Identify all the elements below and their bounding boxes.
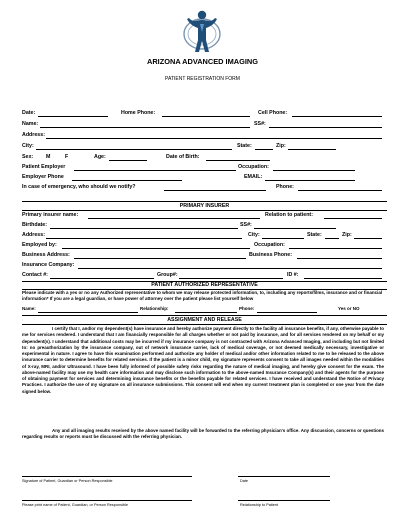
rep-name-label: Name: bbox=[22, 306, 36, 311]
row-insured-address bbox=[22, 232, 387, 241]
business-phone-field[interactable] bbox=[297, 258, 382, 259]
rep-phone-field[interactable] bbox=[257, 312, 317, 313]
business-phone-label: Business Phone: bbox=[249, 252, 292, 258]
business-address-label: Business Address: bbox=[22, 252, 70, 258]
row-address bbox=[22, 132, 387, 141]
insured-zip-label: Zip: bbox=[342, 232, 352, 238]
group-label: Group#: bbox=[157, 272, 178, 278]
insured-ssn-field[interactable] bbox=[254, 228, 336, 229]
cell-phone-field[interactable] bbox=[292, 116, 382, 117]
date-signed-field[interactable] bbox=[238, 476, 330, 477]
id-label: ID #: bbox=[287, 272, 299, 278]
insured-birthdate-field[interactable] bbox=[50, 228, 238, 229]
home-phone-label: Home Phone: bbox=[121, 110, 156, 116]
row-representative bbox=[22, 306, 387, 314]
occupation-field[interactable] bbox=[273, 170, 355, 171]
sex-label: Sex: bbox=[22, 154, 34, 160]
ssn-label: SS#: bbox=[254, 121, 266, 127]
date-field[interactable] bbox=[38, 116, 108, 117]
business-address-field[interactable] bbox=[74, 258, 246, 259]
employer-label: Patient Employer bbox=[22, 164, 66, 170]
row-contact-group-id bbox=[22, 272, 387, 281]
email-label: EMAIL: bbox=[244, 174, 263, 180]
insured-city-field[interactable] bbox=[262, 238, 304, 239]
employer-phone-field[interactable] bbox=[72, 180, 182, 181]
relationship-to-patient-label: Relationship to Patient bbox=[240, 503, 278, 507]
emergency-phone-label: Phone: bbox=[276, 184, 294, 190]
state-label: State: bbox=[237, 143, 252, 149]
row-emergency bbox=[22, 184, 387, 193]
representative-heading: PATIENT AUTHORIZED REPRESENTATIVE bbox=[151, 282, 258, 288]
city-field[interactable] bbox=[36, 149, 232, 150]
emergency-phone-field[interactable] bbox=[298, 190, 382, 191]
rep-yes-no[interactable]: Yes or NO bbox=[338, 306, 360, 311]
name-label: Name: bbox=[22, 121, 39, 127]
insured-occupation-field[interactable] bbox=[289, 248, 382, 249]
insured-state-field[interactable] bbox=[325, 238, 339, 239]
address-label: Address: bbox=[22, 132, 45, 138]
insurance-company-label: Insurance Company: bbox=[22, 262, 75, 268]
emergency-label: In case of emergency, who should we notify? bbox=[22, 184, 136, 190]
group-field[interactable] bbox=[179, 278, 283, 279]
state-field[interactable] bbox=[255, 149, 273, 150]
date-label: Date: bbox=[22, 110, 36, 116]
age-field[interactable] bbox=[109, 160, 147, 161]
row-employer-phone-email bbox=[22, 174, 387, 183]
divider bbox=[22, 324, 387, 325]
insured-name-field[interactable] bbox=[88, 218, 260, 219]
occupation-label: Occupation: bbox=[238, 164, 269, 170]
rep-name-field[interactable] bbox=[38, 312, 138, 313]
row-employer bbox=[22, 164, 387, 173]
row-birthdate-ssn bbox=[22, 222, 387, 231]
contact-field[interactable] bbox=[50, 278, 154, 279]
row-business bbox=[22, 252, 387, 261]
zip-label: Zip: bbox=[276, 143, 286, 149]
relation-field[interactable] bbox=[324, 218, 382, 219]
employer-field[interactable] bbox=[74, 170, 236, 171]
row-insured-name bbox=[22, 212, 387, 221]
age-label: Age: bbox=[94, 154, 106, 160]
city-label: City: bbox=[22, 143, 34, 149]
rep-relationship-label: Relationship: bbox=[140, 306, 169, 311]
employed-by-field[interactable] bbox=[62, 248, 250, 249]
representative-text: Please indicate with a yes or no any Authorized representative to whom we may release protected information, to, including any reports/films, insurance and or financial information* If you are a legal guardian, or have power of attorney over the patient please list yourself below bbox=[22, 290, 383, 301]
zip-field[interactable] bbox=[288, 149, 336, 150]
row-insurance-company bbox=[22, 262, 387, 271]
print-name-field[interactable] bbox=[22, 500, 192, 501]
rep-phone-label: Phone: bbox=[239, 306, 255, 311]
row-city-state-zip bbox=[22, 143, 387, 152]
address-field[interactable] bbox=[46, 138, 382, 139]
sex-male-option[interactable]: M bbox=[46, 154, 51, 160]
insured-state-label: State: bbox=[307, 232, 322, 238]
id-field[interactable] bbox=[304, 278, 382, 279]
insured-zip-field[interactable] bbox=[354, 238, 382, 239]
divider bbox=[22, 201, 387, 202]
row-date-phones bbox=[22, 110, 387, 119]
insured-address-field[interactable] bbox=[46, 238, 242, 239]
row-name-ssn bbox=[22, 121, 387, 130]
assignment-paragraph: I certify that I, and/or my dependent(s) have insurance and hereby authorize payment directly to the facility all insurance benefits, if any, otherwise payable to me for services rendered. I understand that I am financially responsible for all charges whether or not paid by insurance, and for all services rendered on my behalf or my dependent(s). I understand that additional costs may be incurred if my insurance company is not contracted with Arizona Advanced Imaging, and including but not limited to: no preauthorization by the insurance company, out of network insurance carrier, lack of medical coverage, or not deemed medically necessary, investigative or experimental in nature. I agree to have this examination performed and authorize any holder of medical and/or other information related to me to be released to the above insurance carrier to determine benefits for related services. If the patient is a minor child, my signature represents consent to take all images needed within the modalities of X-ray, MRI, and/or Ultrasound. I have been fully informed of possible safety risks regarding the nature of medical imaging, and hereby give consent for the exam. The above-named facility may use my health care information and may disclose such information to the above-named Insurance Company(s) and their agents for the purpose of obtaining payment for services and determining insurance benefits or the benefits payable for related services. I have received and understand the Notice of Privacy Practices. I authorize the use of my signature on all insurance submissions. This consent will end when my current treatment plan is completed or one year from the date signed below. bbox=[22, 326, 384, 394]
rep-relationship-field[interactable] bbox=[175, 312, 237, 313]
insured-address-label: Address: bbox=[22, 232, 45, 238]
sex-female-option[interactable]: F bbox=[65, 154, 69, 160]
employed-by-label: Employed by: bbox=[22, 242, 57, 248]
insured-occupation-label: Occupation: bbox=[254, 242, 285, 248]
home-phone-field[interactable] bbox=[162, 116, 250, 117]
contact-label: Contact #: bbox=[22, 272, 48, 278]
divider bbox=[22, 210, 387, 211]
insured-ssn-label: SS#: bbox=[240, 222, 252, 228]
cell-phone-label: Cell Phone: bbox=[258, 110, 288, 116]
insured-city-label: City: bbox=[248, 232, 260, 238]
insured-name-label: Primary insurer name: bbox=[22, 212, 79, 218]
email-field[interactable] bbox=[265, 180, 355, 181]
assignment-heading: ASSIGNMENT AND RELEASE bbox=[167, 317, 242, 323]
relationship-to-patient-field[interactable] bbox=[238, 500, 330, 501]
employer-phone-label: Employer Phone bbox=[22, 174, 64, 180]
insurance-company-field[interactable] bbox=[78, 268, 382, 269]
dob-field[interactable] bbox=[206, 160, 270, 161]
dob-label: Date of Birth: bbox=[166, 154, 200, 160]
form-subtitle: PATIENT REGISTRATION FORM bbox=[165, 76, 240, 82]
results-paragraph: Any and all imaging results received by the above named facility will be forwarded to the referring physician's office. Any discussion, concerns or questions regarding results or reports must be discussed with the referring physician. bbox=[22, 428, 384, 440]
ssn-field[interactable] bbox=[269, 127, 382, 128]
row-employed-by bbox=[22, 242, 387, 251]
human-figure-logo-icon bbox=[180, 6, 224, 54]
row-sex-age-dob bbox=[22, 154, 387, 163]
relation-label: Relation to patient: bbox=[265, 212, 313, 218]
signature-field[interactable] bbox=[22, 476, 192, 477]
name-field[interactable] bbox=[40, 127, 250, 128]
primary-insurer-heading: PRIMARY INSURER bbox=[179, 203, 230, 209]
signature-label: Signature of Patient, Guardian or Person Responsible bbox=[22, 479, 113, 483]
form-title: ARIZONA ADVANCED IMAGING bbox=[147, 57, 258, 66]
print-name-label: Please print name of Patient, Guardian, or Person Responsible bbox=[22, 503, 128, 507]
insured-birthdate-label: Birthdate: bbox=[22, 222, 48, 228]
emergency-field[interactable] bbox=[164, 190, 266, 191]
date-signed-label: Date bbox=[240, 479, 249, 483]
divider bbox=[22, 315, 387, 316]
